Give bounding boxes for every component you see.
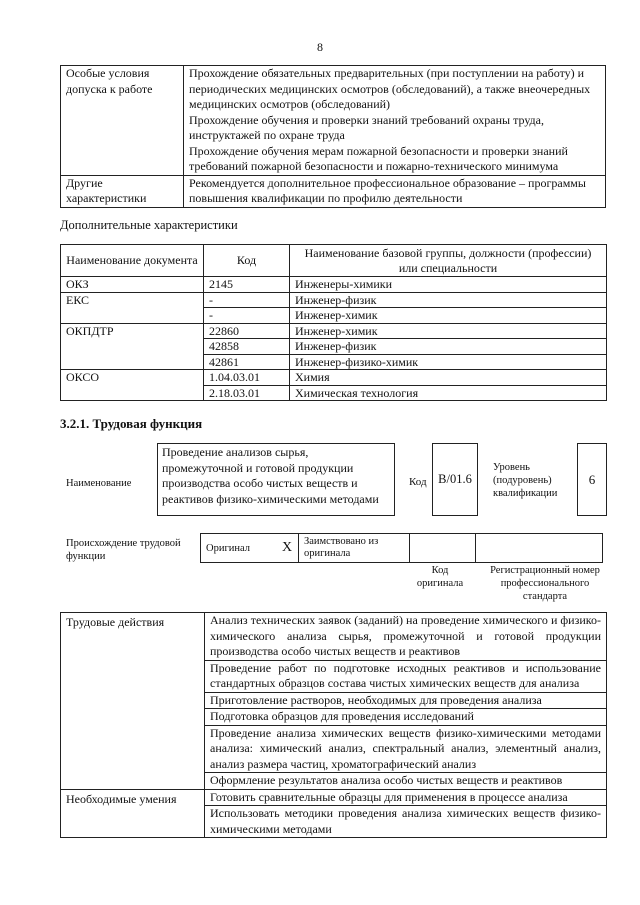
function-name-box: Проведение анализов сырья, промежуточной и готовой продукции производства особо чистых веществ и реактивов физико-химическими методами	[157, 443, 395, 516]
borrowed-cell: Заимствовано из оригинала	[299, 534, 410, 563]
function-code-box: B/01.6	[432, 443, 478, 516]
row-text: Прохождение обучения мерам пожарной безопасности и проверки знаний требований пожарной безопасности и пожарно-технического минимума	[189, 143, 568, 173]
table-row	[61, 613, 607, 661]
qualification-level-label: Уровень (подуровень) квалификации	[493, 462, 558, 499]
registration-number-caption: Регистрационный номер профессионального стандарта	[490, 565, 600, 602]
row-label: Другие характеристики	[61, 175, 184, 207]
name-cell: Инженер-химик	[290, 323, 607, 339]
required-skills-label: Необходимые умения	[61, 789, 205, 838]
name-label: Наименование	[66, 478, 132, 489]
code-cell: 1.04.03.01	[204, 370, 290, 386]
action-item: Проведение работ по подготовке исходных реактивов и использование стандартных образцов состава чистых химических веществ для анализа	[205, 660, 607, 692]
code-cell: 2.18.03.01	[204, 385, 290, 401]
origin-table	[200, 533, 603, 563]
doc-cell: ОКПДТР	[61, 323, 204, 370]
code-cell: -	[204, 308, 290, 324]
doc-cell: ОКСО	[61, 370, 204, 401]
column-header: Наименование документа	[61, 245, 204, 277]
registration-number-cell	[476, 534, 603, 563]
skill-item: Готовить сравнительные образцы для применения в процессе анализа	[205, 789, 607, 806]
table-row	[61, 292, 607, 308]
column-header: Наименование базовой группы, должности (профессии) или специальности	[290, 245, 607, 277]
admission-conditions-table	[60, 65, 606, 208]
action-item: Проведение анализа химических веществ физико-химическими методами анализа: химический анализ, спектральный анализ, элементный анализ, анализ размера частиц, хроматографический анализ	[205, 725, 607, 773]
table-header-row	[61, 245, 607, 277]
row-label: Особые условия допуска к работе	[61, 66, 184, 176]
name-cell: Химическая технология	[290, 385, 607, 401]
qualification-level-box: 6	[577, 443, 607, 516]
section-heading: 3.2.1. Трудовая функция	[60, 416, 203, 431]
additional-characteristics-table	[60, 244, 607, 401]
action-item: Анализ технических заявок (заданий) на проведение химического и физико-химического анализа сырья, промежуточной и готовой продукции производства особо чистых веществ и реактивов	[205, 613, 607, 661]
table-row	[61, 323, 607, 339]
code-cell: 42861	[204, 354, 290, 370]
doc-cell: ОКЗ	[61, 277, 204, 293]
name-cell: Химия	[290, 370, 607, 386]
table-row	[201, 534, 603, 563]
page-number: 8	[317, 40, 323, 54]
table-row	[61, 66, 606, 176]
table-row	[61, 175, 606, 207]
code-label: Код	[409, 476, 427, 488]
code-cell: 42858	[204, 339, 290, 355]
labor-actions-label: Трудовые действия	[61, 613, 205, 790]
table-row	[61, 277, 607, 293]
row-text: Прохождение обучения и проверки знаний требований охраны труда, инструктажей по охране труда	[189, 112, 544, 142]
column-header: Код	[204, 245, 290, 277]
name-cell: Инженер-химик	[290, 308, 607, 324]
original-code-cell	[410, 534, 476, 563]
action-item: Оформление результатов анализа особо чистых веществ и реактивов	[205, 773, 607, 790]
code-cell: 22860	[204, 323, 290, 339]
name-cell: Инженер-физик	[290, 339, 607, 355]
table-row	[61, 789, 607, 806]
origin-label: Происхождение трудовой функции	[66, 538, 181, 562]
row-text: Прохождение обязательных предварительных (при поступлении на работу) и периодических медицинских осмотров (обследований), а также внеочередных медицинских осмотров (обследований)	[189, 66, 591, 111]
code-cell: -	[204, 292, 290, 308]
skill-item: Использовать методики проведения анализа химических веществ физико-химическими методами	[205, 806, 607, 838]
name-cell: Инженер-физик	[290, 292, 607, 308]
action-item: Приготовление растворов, необходимых для проведения анализа	[205, 692, 607, 709]
labor-actions-table	[60, 612, 607, 838]
row-text: Рекомендуется дополнительное профессиональное образование – программы повышения квалификации по профилю деятельности	[189, 175, 586, 205]
table-row	[61, 370, 607, 386]
doc-cell: ЕКС	[61, 292, 204, 323]
additional-characteristics-caption: Дополнительные характеристики	[60, 218, 238, 232]
name-cell: Инженеры-химики	[290, 277, 607, 293]
name-cell: Инженер-физико-химик	[290, 354, 607, 370]
original-mark: X	[276, 534, 299, 563]
original-code-caption: Код оригинала	[416, 565, 464, 589]
action-item: Подготовка образцов для проведения исследований	[205, 709, 607, 726]
original-cell: Оригинал	[201, 534, 277, 563]
code-cell: 2145	[204, 277, 290, 293]
